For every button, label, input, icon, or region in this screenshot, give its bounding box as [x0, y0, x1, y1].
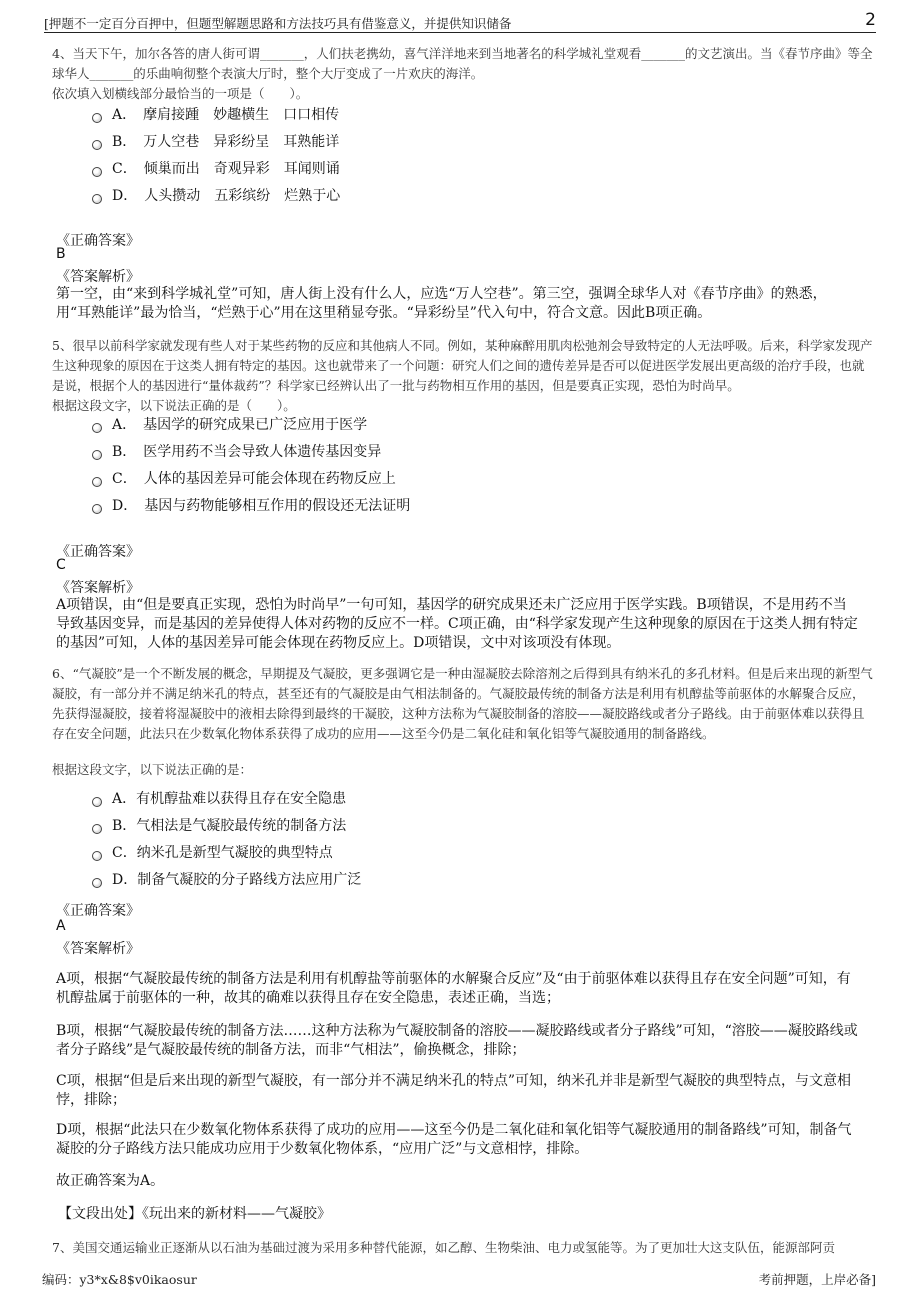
- analysis-conclusion: 故正确答案为A。: [56, 1173, 165, 1189]
- option-a[interactable]: A． 摩肩接踵 妙趣横生 口口相传: [92, 102, 340, 129]
- radio-icon[interactable]: [92, 450, 102, 460]
- radio-icon[interactable]: [92, 194, 102, 204]
- page-header: [44, 10, 876, 33]
- option-a[interactable]: A．有机醇盐难以获得且存在安全隐患: [92, 786, 361, 813]
- question-6-stem: [52, 664, 874, 780]
- question-5-options: [92, 412, 410, 520]
- radio-icon[interactable]: [92, 113, 102, 123]
- option-b[interactable]: B．气相法是气凝胶最传统的制备方法: [92, 813, 361, 840]
- question-text: 5、很早以前科学家就发现有些人对于某些药物的反应和其他病人不同。例如，某种麻醉用肌肉松弛剂会导致特定的人无法呼吸。后来，科学家发现产生这种现象的原因在于这类人拥有特定的基因。这也就带来了一个问题：研究人们之间的遗传差异是否可以促进医学发展出更高级的治疗手段，也就是说，根据个人的基因进行“量体裁药”？科学家已经辨认出了一批与药物相互作用的基因，但是要真正实现，恐怕为时尚早。: [52, 338, 873, 393]
- radio-icon[interactable]: [92, 140, 102, 150]
- option-b[interactable]: B． 医学用药不当会导致人体遗传基因变异: [92, 439, 410, 466]
- analysis-label: 《答案解析》: [56, 941, 140, 957]
- question-4-options: [92, 102, 340, 210]
- radio-icon[interactable]: [92, 797, 102, 807]
- radio-icon[interactable]: [92, 878, 102, 888]
- radio-icon[interactable]: [92, 423, 102, 433]
- radio-icon[interactable]: [92, 504, 102, 514]
- analysis-b: B项，根据“气凝胶最传统的制备方法……这种方法称为气凝胶制备的溶胶——凝胶路线或者分子路线”可知，“溶胶——凝胶路线或者分子路线”是气凝胶最传统的制备方法，而非“气相法”，偷换概念，排除；: [56, 1023, 858, 1058]
- analysis-a: A项，根据“气凝胶最传统的制备方法是利用有机醇盐等前驱体的水解聚合反应”及“由于前驱体难以获得且存在安全问题”可知，有机醇盐属于前驱体的一种，故其的确难以获得且存在安全隐患，表述正确，当选；: [56, 971, 851, 1006]
- analysis-text: 第一空，由“来到科学城礼堂”可知，唐人街上没有什么人，应选“万人空巷”。第三空，强调全球华人对《春节序曲》的熟悉，用“耳熟能详”最为恰当，“烂熟于心”用在这里稍显夸张。“异彩纷呈”代入句中，符合文意。因此B项正确。: [56, 286, 827, 321]
- option-c[interactable]: C． 倾巢而出 奇观异彩 耳闻则诵: [92, 156, 340, 183]
- question-text: 4、当天下午，加尔各答的唐人街可谓_______，人们扶老携幼，喜气洋洋地来到当地著名的科学城礼堂观看_______的文艺演出。当《春节序曲》等全球华人_______的乐曲响彻整个表演大厅时，整个大厅变成了一片欢庆的海洋。: [52, 46, 873, 81]
- answer-label: 《正确答案》: [56, 544, 140, 560]
- option-d[interactable]: D． 人头攒动 五彩缤纷 烂熟于心: [92, 183, 340, 210]
- correct-answer: C: [56, 557, 66, 573]
- option-a[interactable]: A． 基因学的研究成果已广泛应用于医学: [92, 412, 410, 439]
- analysis-text: A项错误，由“但是要真正实现，恐怕为时尚早”一句可知，基因学的研究成果还未广泛应用于医学实践。B项错误，不是用药不当导致基因变异，而是基因的差异使得人体对药物的反应不一样。C项正确，由“科学家发现产生这种现象的原因在于这类人拥有特定的基因”可知，人体的基因差异可能会体现在药物反应上。D项错误，文中对该项没有体现。: [56, 597, 858, 651]
- question-text: 6、“气凝胶”是一个不断发展的概念，早期提及气凝胶，更多强调它是一种由湿凝胶去除溶剂之后得到具有纳米孔的多孔材料。但是后来出现的新型气凝胶，有一部分并不满足纳米孔的特点，甚至还有的气凝胶是由气相法制备的。气凝胶最传统的制备方法是利用有机醇盐等前驱体的水解聚合反应，先获得湿凝胶，接着将湿凝胶中的液相去除得到最终的干凝胶，这种方法称为气凝胶制备的溶胶——凝胶路线或者分子路线。由于前驱体难以获得且存在安全问题，此法只在少数氧化物体系获得了成功的应用——这至今仍是二氧化硅和氧化铝等气凝胶通用的制备路线。: [52, 666, 873, 741]
- answer-label: 《正确答案》: [56, 233, 140, 249]
- source-citation: 【文段出处】《玩出来的新材料——气凝胶》: [58, 1206, 331, 1222]
- question-prompt: 根据这段文字，以下说法正确的是（ ）。: [52, 398, 296, 413]
- page-number: 2: [865, 10, 876, 30]
- correct-answer: B: [56, 246, 66, 262]
- analysis-label: 《答案解析》: [56, 580, 140, 596]
- question-7-stem: [52, 1238, 874, 1258]
- analysis-c: C项，根据“但是后来出现的新型气凝胶，有一部分并不满足纳米孔的特点”可知，纳米孔并非是新型气凝胶的典型特点，与文意相悖，排除；: [56, 1073, 852, 1108]
- footer-code: 编码：y3*x&8$v0ikaosur: [42, 1272, 197, 1287]
- analysis-label: 《答案解析》: [56, 269, 140, 285]
- option-c[interactable]: C． 人体的基因差异可能会体现在药物反应上: [92, 466, 410, 493]
- header-title: [押题不一定百分百押中，但题型解题思路和方法技巧具有借鉴意义，并提供知识储备: [44, 16, 512, 31]
- radio-icon[interactable]: [92, 851, 102, 861]
- question-4-stem: [52, 44, 874, 104]
- option-b[interactable]: B． 万人空巷 异彩纷呈 耳熟能详: [92, 129, 340, 156]
- question-5-stem: [52, 336, 874, 416]
- analysis-d: D项，根据“此法只在少数氧化物体系获得了成功的应用——这至今仍是二氧化硅和氧化铝等气凝胶通用的制备路线”可知，制备气凝胶的分子路线方法只能成功应用于少数氧化物体系，“应用广泛”与文意相悖，排除。: [56, 1122, 852, 1157]
- question-6-options: [92, 786, 361, 894]
- option-d[interactable]: D． 基因与药物能够相互作用的假设还无法证明: [92, 493, 410, 520]
- correct-answer: A: [56, 918, 66, 934]
- option-c[interactable]: C．纳米孔是新型气凝胶的典型特点: [92, 840, 361, 867]
- question-prompt: 根据这段文字，以下说法正确的是：: [52, 762, 253, 777]
- radio-icon[interactable]: [92, 477, 102, 487]
- footer-slogan: 考前押题，上岸必备]: [758, 1272, 876, 1287]
- question-text: 7、美国交通运输业正逐渐从以石油为基础过渡为采用多种替代能源，如乙醇、生物柴油、电力或氢能等。为了更加壮大这支队伍，能源部阿贡: [52, 1240, 835, 1255]
- question-prompt: 依次填入划横线部分最恰当的一项是（ ）。: [52, 86, 309, 101]
- answer-label: 《正确答案》: [56, 903, 140, 919]
- radio-icon[interactable]: [92, 167, 102, 177]
- option-d[interactable]: D．制备气凝胶的分子路线方法应用广泛: [92, 867, 361, 894]
- radio-icon[interactable]: [92, 824, 102, 834]
